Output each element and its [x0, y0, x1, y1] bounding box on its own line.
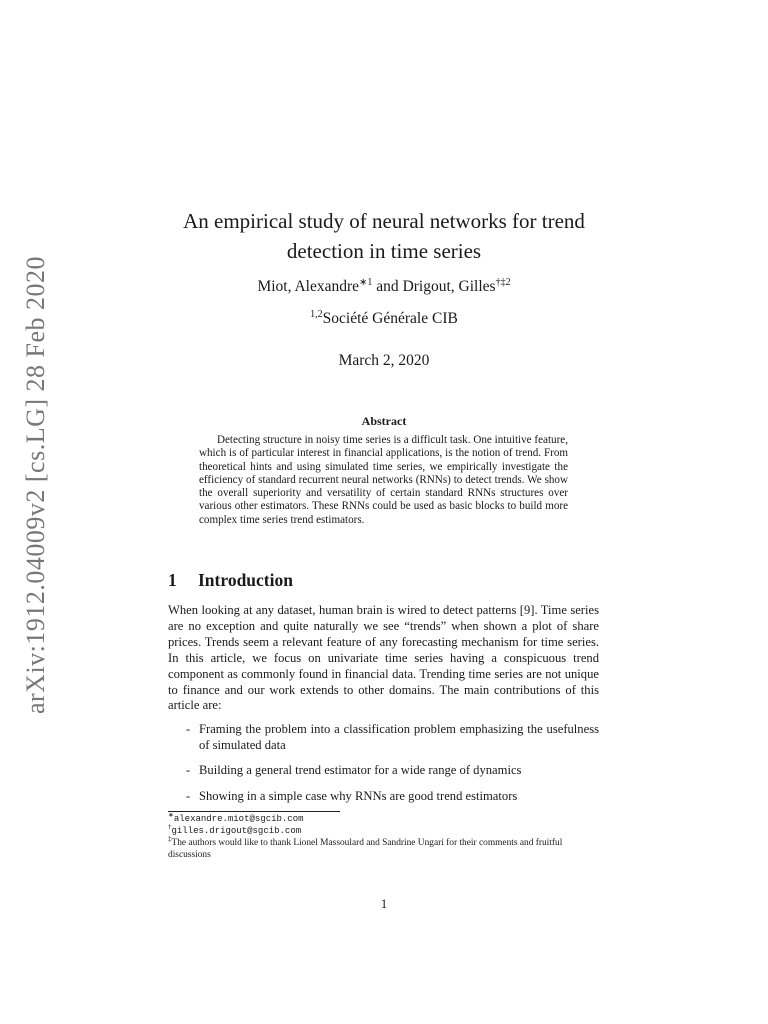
footnote-email[interactable]: gilles.drigout@sgcib.com: [171, 826, 302, 836]
abstract-heading: Abstract: [361, 414, 407, 428]
footnote-mark: ∗: [168, 811, 174, 819]
page-number: 1: [380, 897, 388, 911]
paper-date: March 2, 2020: [338, 352, 430, 369]
contribution-text: Framing the problem into a classification problem emphasizing the usefulness of simulated data: [199, 722, 599, 752]
contribution-text: Showing in a simple case why RNNs are good trend estimators: [199, 789, 518, 803]
footnote-2: [168, 823, 599, 838]
footnote-rule: [168, 811, 340, 812]
abstract-body: Detecting structure in noisy time series is a difficult task. One intuitive feature, which is of particular interest in financial applications, is the notion of trend. From theoretical hints and using simulated time series, we empirically investigate the efficiency of standard recurrent neural networks (RNNs) to detect trends. We show the overall superiority and versatility of certain standard RNNs structures over various other estimators. These RNNs could be used as basic blocks to build more complex time series trend estimators.: [199, 434, 568, 526]
footnote-email[interactable]: alexandre.miot@sgcib.com: [173, 814, 304, 824]
footnote-mark: †: [168, 823, 172, 831]
bullet-marker: -: [186, 789, 191, 803]
author-line: [150, 278, 618, 296]
intro-paragraph: When looking at any dataset, human brain is wired to detect patterns [9]. Time series are no exception and quite naturally we see “trends” when shown a plot of share prices. Trends seem a relevant feature of any forecasting mechanism for time series. In this article, we focus on univariate time series having a conspicuous trend component as commonly found in financial data. Trending time series are not unique to finance and our work extends to other domains. The main contributions of this article are:: [168, 603, 599, 713]
arxiv-stamp: [14, 255, 58, 715]
contribution-item: [186, 789, 599, 805]
author-2: Drigout, Gilles: [402, 278, 496, 295]
author-2-marks: †‡2: [495, 277, 511, 288]
footnote-mark: ‡: [168, 835, 172, 843]
bullet-marker: -: [186, 763, 191, 777]
contribution-item: [186, 763, 599, 779]
author-1: Miot, Alexandre: [257, 278, 360, 295]
arxiv-stamp-text: arXiv:1912.04009v2 [cs.LG] 28 Feb 2020: [21, 255, 50, 715]
author-1-marks: ∗1: [359, 277, 373, 288]
section-heading: [168, 570, 293, 591]
footnote-1: [168, 811, 599, 826]
paper-title: An empirical study of neural networks for trend detection in time series: [183, 209, 585, 263]
author-connector: and: [372, 278, 403, 295]
footnote-3: [168, 835, 599, 862]
section-title: Introduction: [198, 570, 293, 590]
section-number: 1: [168, 570, 177, 590]
footnote-text: The authors would like to thank Lionel Massoulard and Sandrine Ungari for their comments and fruitful discussions: [168, 838, 563, 860]
affiliation-name: Société Générale CIB: [322, 310, 458, 327]
bullet-marker: -: [186, 722, 191, 736]
affiliation-line: [150, 310, 618, 328]
contribution-text: Building a general trend estimator for a wide range of dynamics: [199, 763, 522, 777]
contribution-item: [186, 722, 599, 754]
affiliation-marks: 1,2: [310, 309, 323, 320]
